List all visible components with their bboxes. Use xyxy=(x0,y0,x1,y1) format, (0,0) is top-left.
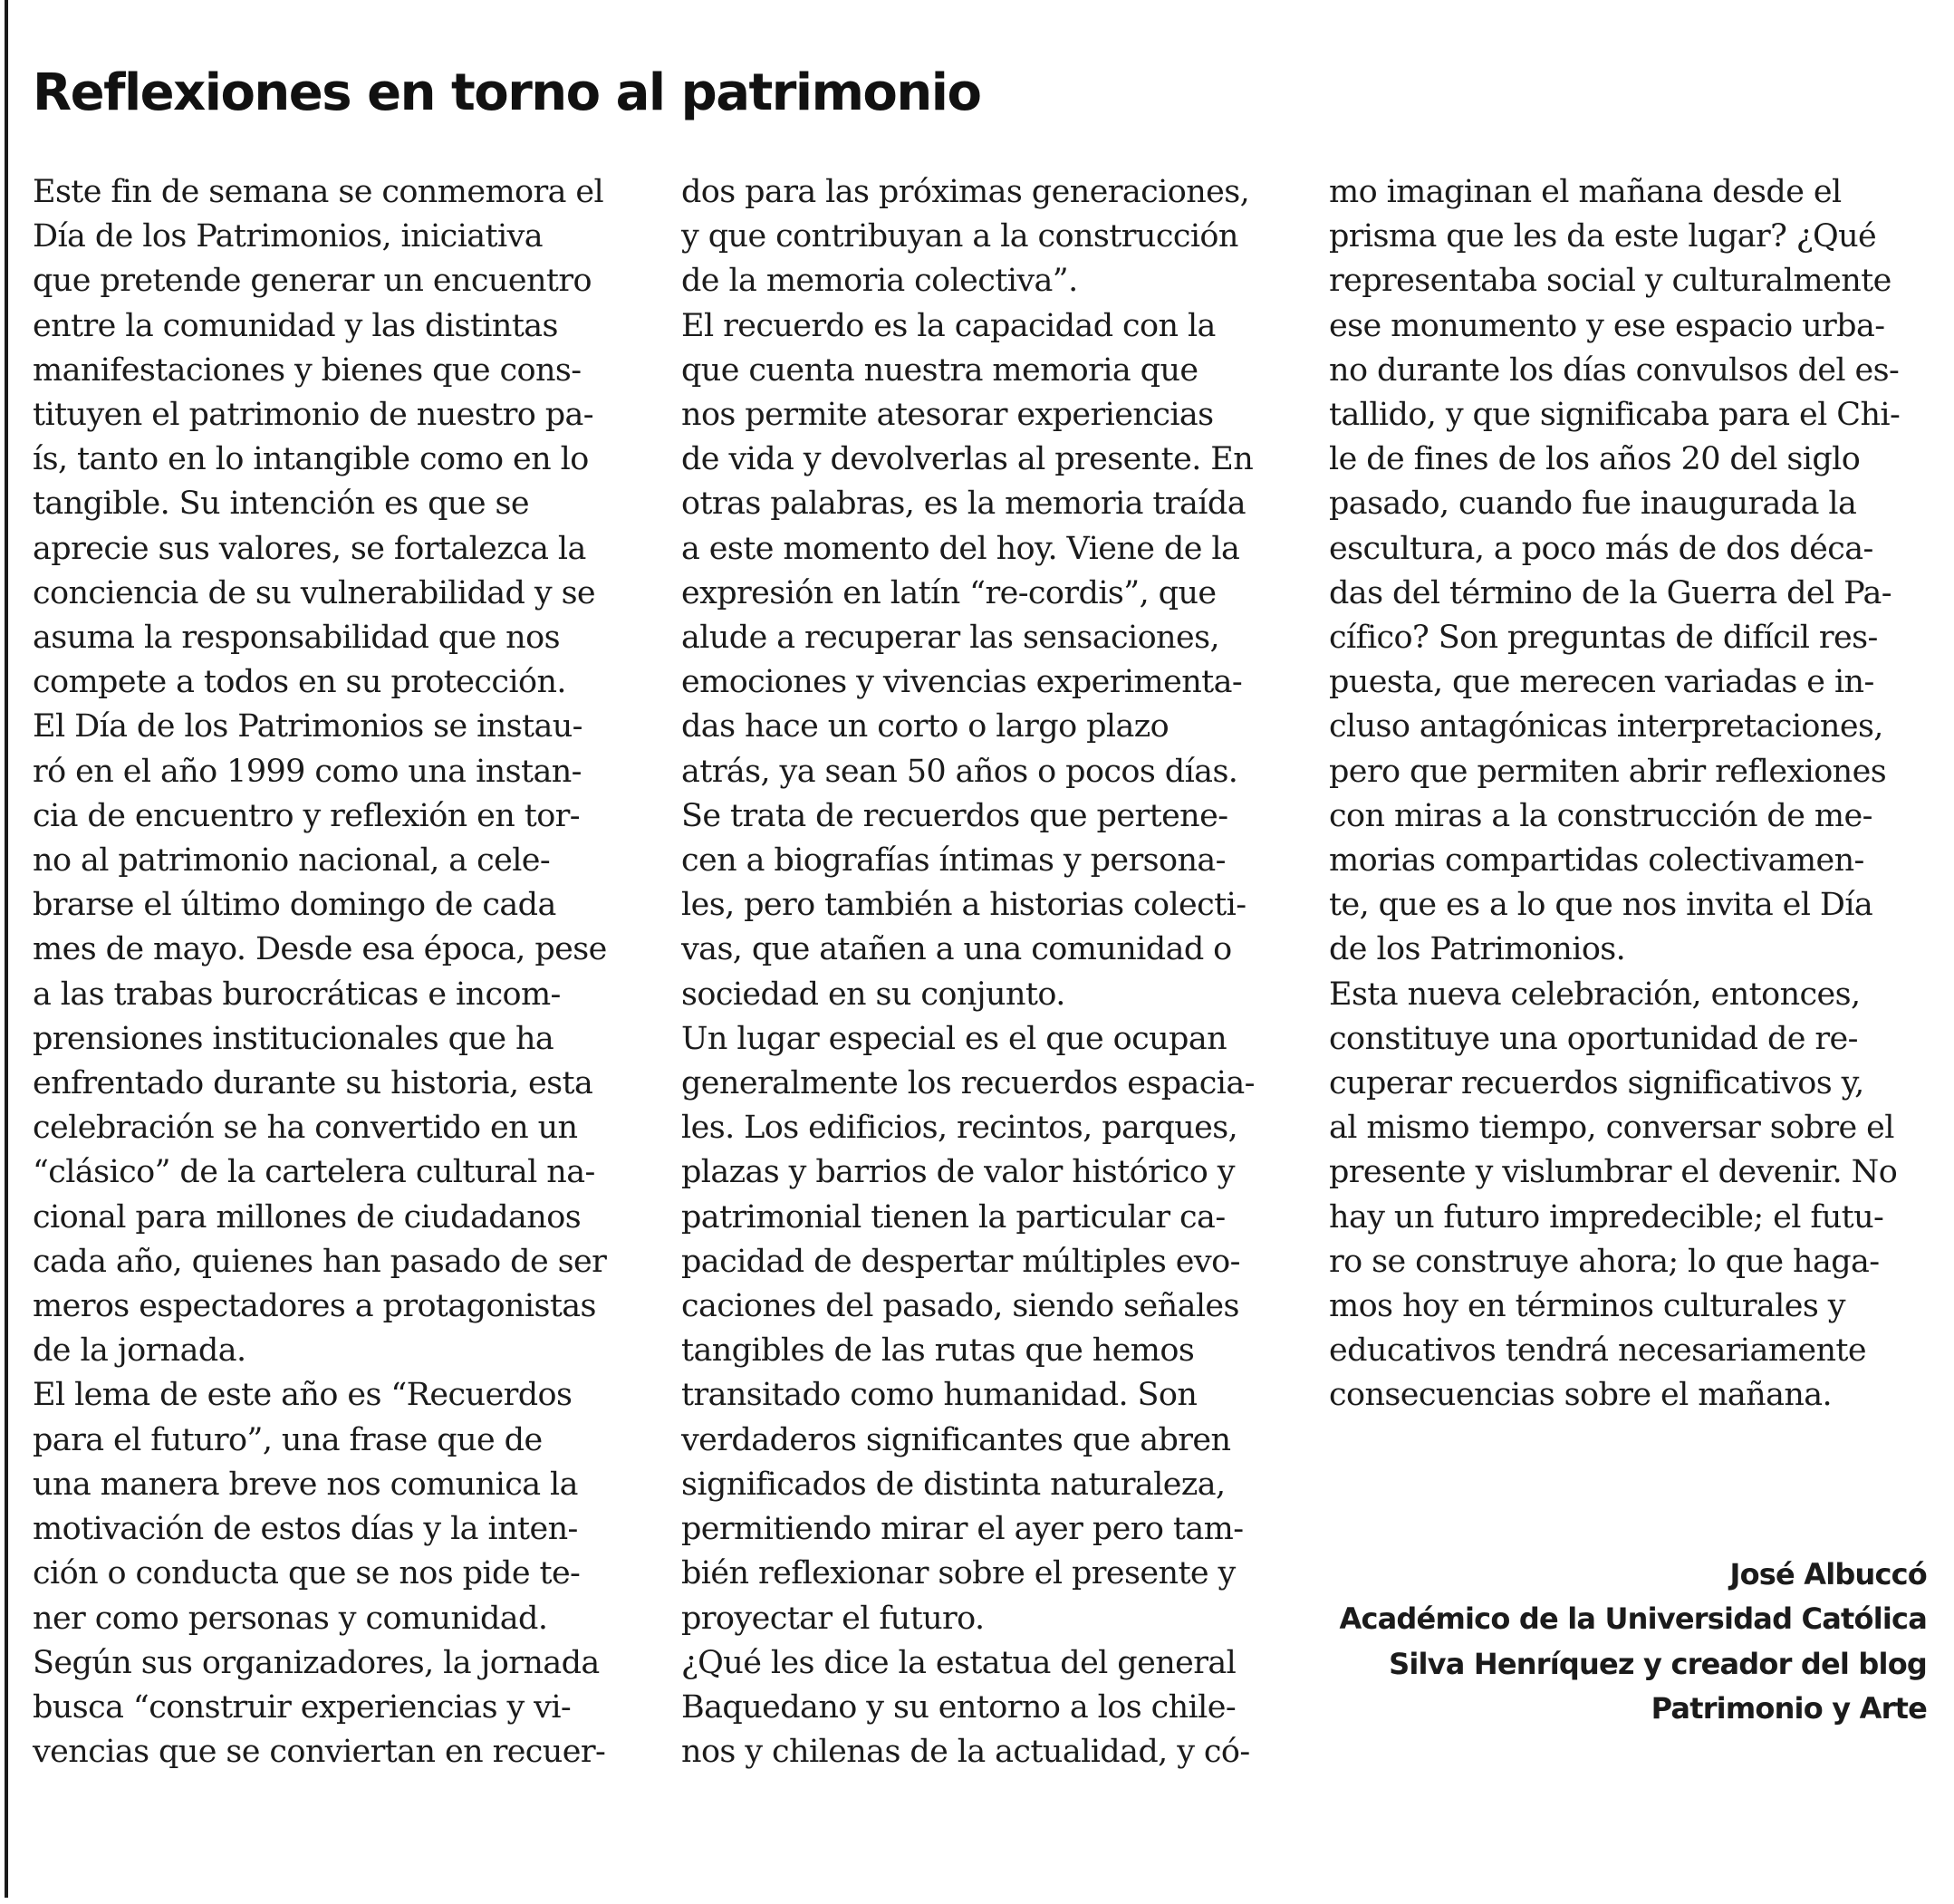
text-line: prensiones institucionales que ha xyxy=(33,1020,554,1057)
text-line: celebración se ha convertido en un xyxy=(33,1110,578,1147)
text-line: generalmente los recuerdos espacia- xyxy=(681,1065,1255,1102)
text-line: cen a biografías íntimas y persona- xyxy=(681,842,1226,880)
text-line: le de fines de los años 20 del siglo xyxy=(1329,441,1861,478)
text-line: Un lugar especial es el que ocupan xyxy=(681,1020,1227,1057)
text-line: expresión en latín “re-cordis”, que xyxy=(681,574,1217,611)
text-line: El lema de este año es “Recuerdos xyxy=(33,1377,573,1414)
article-column-3 xyxy=(1329,170,1927,1418)
text-line: ro se construye ahora; lo que haga- xyxy=(1329,1243,1880,1280)
text-line: “clásico” de la cartelera cultural na- xyxy=(33,1154,595,1191)
text-line: constituye una oportunidad de re- xyxy=(1329,1020,1858,1057)
text-line: con miras a la construcción de me- xyxy=(1329,797,1872,834)
text-line: transitado como humanidad. Son xyxy=(681,1377,1198,1414)
text-line: permitiendo mirar el ayer pero tam- xyxy=(681,1511,1244,1548)
text-line: una manera breve nos comunica la xyxy=(33,1466,578,1503)
text-line: conciencia de su vulnerabilidad y se xyxy=(33,574,596,611)
text-line: ese monumento y ese espacio urba- xyxy=(1329,307,1885,344)
text-line: de la memoria colectiva”. xyxy=(681,263,1078,300)
text-line: sociedad en su conjunto. xyxy=(681,976,1065,1013)
text-line: cuperar recuerdos significativos y, xyxy=(1329,1065,1864,1102)
text-line: entre la comunidad y las distintas xyxy=(33,307,558,344)
text-line: Se trata de recuerdos que pertene- xyxy=(681,797,1228,834)
text-line: busca “construir experiencias y vi- xyxy=(33,1688,572,1726)
text-line: nos permite atesorar experiencias xyxy=(681,397,1214,434)
text-line: motivación de estos días y la inten- xyxy=(33,1511,578,1548)
text-line: mo imaginan el mañana desde el xyxy=(1329,174,1842,210)
text-line: cluso antagónicas interpretaciones, xyxy=(1329,708,1883,745)
text-line: pacidad de despertar múltiples evo- xyxy=(681,1243,1240,1280)
text-line: patrimonial tienen la particular ca- xyxy=(681,1198,1226,1236)
text-line: tangibles de las rutas que hemos xyxy=(681,1332,1195,1370)
text-line: que pretende generar un encuentro xyxy=(33,263,592,300)
text-line: caciones del pasado, siendo señales xyxy=(681,1288,1239,1325)
text-line: bién reflexionar sobre el presente y xyxy=(681,1555,1236,1592)
text-line: brarse el último domingo de cada xyxy=(33,887,556,924)
text-line: ción o conducta que se nos pide te- xyxy=(33,1555,581,1592)
text-line: nos y chilenas de la actualidad, y có- xyxy=(681,1734,1250,1771)
author-name: José Albuccó xyxy=(1729,1557,1927,1591)
text-line: cífico? Son preguntas de difícil res- xyxy=(1329,620,1878,657)
text-line: puesta, que merecen variadas e in- xyxy=(1329,664,1874,701)
column-divider-rule xyxy=(5,0,8,1898)
text-line: de la jornada. xyxy=(33,1332,246,1370)
article-column-2 xyxy=(681,170,1306,1774)
text-line: no al patrimonio nacional, a cele- xyxy=(33,842,551,880)
text-line: a las trabas burocráticas e incom- xyxy=(33,976,561,1013)
text-line: presente y vislumbrar el devenir. No xyxy=(1329,1154,1898,1191)
text-line: te, que es a lo que nos invita el Día xyxy=(1329,887,1873,924)
text-line: aprecie sus valores, se fortalezca la xyxy=(33,530,586,567)
text-line: das del término de la Guerra del Pa- xyxy=(1329,574,1892,611)
text-line: que cuenta nuestra memoria que xyxy=(681,351,1198,389)
text-line: y que contribuyan a la construcción xyxy=(681,218,1238,255)
text-line: atrás, ya sean 50 años o pocos días. xyxy=(681,753,1238,790)
text-line: para el futuro”, una frase que de xyxy=(33,1421,543,1458)
text-line: ró en el año 1999 como una instan- xyxy=(33,753,582,790)
text-line: hay un futuro impredecible; el futu- xyxy=(1329,1198,1884,1236)
text-line: tituyen el patrimonio de nuestro pa- xyxy=(33,397,593,434)
text-line: asuma la responsabilidad que nos xyxy=(33,620,560,657)
text-line: de vida y devolverlas al presente. En xyxy=(681,441,1254,478)
text-line: Según sus organizadores, la jornada xyxy=(33,1644,600,1681)
article-title: Reflexiones en torno al patrimonio xyxy=(33,63,981,122)
author-affiliation-line: Patrimonio y Arte xyxy=(1651,1691,1927,1726)
text-line: Este fin de semana se conmemora el xyxy=(33,174,604,210)
text-line: ¿Qué les dice la estatua del general xyxy=(681,1644,1237,1681)
text-line: Baquedano y su entorno a los chile- xyxy=(681,1688,1237,1726)
text-line: Esta nueva celebración, entonces, xyxy=(1329,976,1861,1013)
text-line: tangible. Su intención es que se xyxy=(33,486,529,523)
text-line: El Día de los Patrimonios se instau- xyxy=(33,708,582,745)
text-line: consecuencias sobre el mañana. xyxy=(1329,1377,1833,1414)
text-line: a este momento del hoy. Viene de la xyxy=(681,530,1240,567)
text-line: escultura, a poco más de dos déca- xyxy=(1329,530,1873,567)
text-line: dos para las próximas generaciones, xyxy=(681,174,1250,210)
text-line: verdaderos significantes que abren xyxy=(681,1421,1231,1458)
text-line: no durante los días convulsos del es- xyxy=(1329,351,1900,389)
text-line: les, pero también a historias colecti- xyxy=(681,887,1247,924)
text-line: mes de mayo. Desde esa época, pese xyxy=(33,931,607,968)
text-line: cional para millones de ciudadanos xyxy=(33,1198,582,1236)
text-line: vencias que se conviertan en recuer- xyxy=(33,1734,606,1771)
text-line: pero que permiten abrir reflexiones xyxy=(1329,753,1887,790)
text-line: plazas y barrios de valor histórico y xyxy=(681,1154,1235,1191)
article-column-1 xyxy=(33,170,658,1774)
text-line: representaba social y culturalmente xyxy=(1329,263,1891,300)
text-line: proyectar el futuro. xyxy=(681,1600,985,1637)
text-line: das hace un corto o largo plazo xyxy=(681,708,1170,745)
text-line: El recuerdo es la capacidad con la xyxy=(681,307,1216,344)
text-line: al mismo tiempo, conversar sobre el xyxy=(1329,1110,1894,1147)
text-line: de los Patrimonios. xyxy=(1329,931,1626,968)
text-line: cia de encuentro y reflexión en tor- xyxy=(33,797,581,834)
text-line: ís, tanto en lo intangible como en lo xyxy=(33,441,589,478)
text-line: meros espectadores a protagonistas xyxy=(33,1288,596,1325)
text-line: Día de los Patrimonios, iniciativa xyxy=(33,218,544,255)
text-line: ner como personas y comunidad. xyxy=(33,1600,548,1637)
text-line: cada año, quienes han pasado de ser xyxy=(33,1243,607,1280)
text-line: enfrentado durante su historia, esta xyxy=(33,1065,593,1102)
text-line: educativos tendrá necesariamente xyxy=(1329,1332,1866,1370)
text-line: mos hoy en términos culturales y xyxy=(1329,1288,1845,1325)
text-line: emociones y vivencias experimenta- xyxy=(681,664,1243,701)
text-line: compete a todos en su protección. xyxy=(33,664,566,701)
author-byline xyxy=(1340,1553,1928,1732)
text-line: significados de distinta naturaleza, xyxy=(681,1466,1226,1503)
text-line: tallido, y que significaba para el Chi- xyxy=(1329,397,1901,434)
text-line: pasado, cuando fue inaugurada la xyxy=(1329,486,1857,523)
author-affiliation-line: Silva Henríquez y creador del blog xyxy=(1389,1646,1927,1681)
text-line: vas, que atañen a una comunidad o xyxy=(681,931,1232,968)
text-line: prisma que les da este lugar? ¿Qué xyxy=(1329,218,1877,255)
text-line: manifestaciones y bienes que cons- xyxy=(33,351,582,389)
text-line: alude a recuperar las sensaciones, xyxy=(681,620,1219,657)
text-line: morias compartidas colectivamen- xyxy=(1329,842,1864,880)
text-line: otras palabras, es la memoria traída xyxy=(681,486,1246,523)
text-line: les. Los edificios, recintos, parques, xyxy=(681,1110,1238,1147)
author-affiliation-line: Académico de la Universidad Católica xyxy=(1339,1601,1927,1637)
